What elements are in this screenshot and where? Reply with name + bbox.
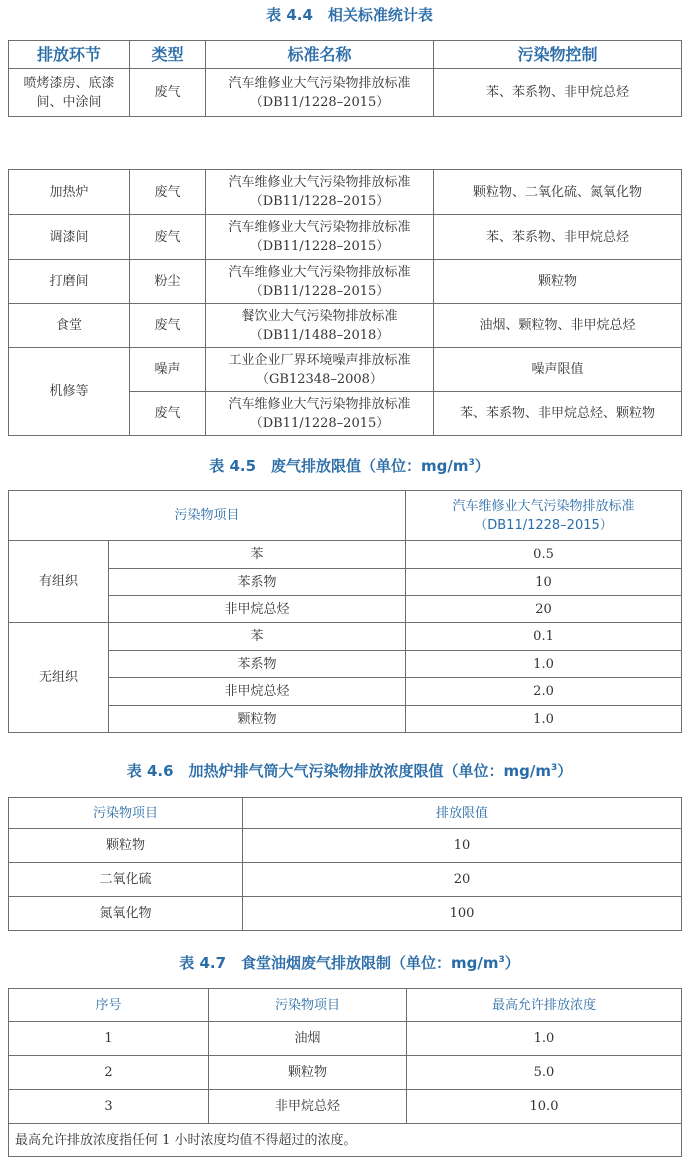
table-row [9, 348, 682, 392]
no-cell: 2 [9, 1056, 209, 1090]
table-header-row [9, 989, 682, 1022]
header-standard-code: （DB11/1228–2015） [474, 517, 613, 533]
standard-code: （DB11/1228–2015） [249, 239, 390, 254]
item-cell: 颗粒物 [209, 1056, 407, 1090]
caption-text: 表 4.6 加热炉排气筒大气污染物排放浓度限值（单位：mg/m [126, 762, 551, 780]
table-note-row [9, 1124, 682, 1157]
table-row [9, 651, 682, 678]
table-header-row [9, 798, 682, 829]
value-cell: 20 [406, 596, 682, 623]
header-standard-name: 汽车维修业大气污染物排放标准 [452, 498, 635, 514]
header-limit: 排放限值 [243, 798, 682, 829]
stage-cell: 打磨间 [9, 260, 130, 304]
standard-code: （DB11/1228–2015） [249, 194, 390, 209]
table-row [9, 1056, 682, 1090]
header-max: 最高允许排放浓度 [407, 989, 682, 1022]
table-4-6-caption [0, 760, 699, 781]
stage-cell: 食堂 [9, 304, 130, 348]
value-cell: 1.0 [407, 1022, 682, 1056]
value-cell: 10 [406, 569, 682, 596]
type-cell: 废气 [130, 69, 206, 117]
table-row [9, 541, 682, 569]
caption-superscript: 3 [551, 763, 558, 773]
control-cell: 苯、苯系物、非甲烷总烃 [434, 215, 682, 260]
stage-cell: 喷烤漆房、底漆间、中涂间 [9, 69, 130, 117]
standard-name: 餐饮业大气污染物排放标准 [241, 308, 398, 324]
table-4-4-continued [8, 169, 682, 436]
standard-name: 工业企业厂界环境噪声排放标准 [228, 352, 411, 368]
type-cell: 废气 [130, 215, 206, 260]
item-cell: 二氧化硫 [9, 863, 243, 897]
table-4-5-caption [0, 455, 699, 476]
header-standard [406, 491, 682, 541]
header-standard: 标准名称 [206, 41, 434, 69]
type-cell: 废气 [130, 170, 206, 215]
value-cell: 5.0 [407, 1056, 682, 1090]
control-cell: 苯、苯系物、非甲烷总烃、颗粒物 [434, 392, 682, 436]
value-cell: 20 [243, 863, 682, 897]
value-cell: 2.0 [406, 678, 682, 706]
table-note: 最高允许排放浓度指任何 1 小时浓度均值不得超过的浓度。 [9, 1124, 682, 1157]
table-4-7 [8, 988, 682, 1157]
value-cell: 10.0 [407, 1090, 682, 1124]
standard-cell [206, 69, 434, 117]
standard-code: （GB12348–2008） [256, 371, 383, 387]
caption-end: ） [504, 954, 520, 972]
table-header-row [9, 41, 682, 69]
table-4-5 [8, 490, 682, 733]
type-cell: 废气 [130, 392, 206, 436]
table-row [9, 1090, 682, 1124]
table-4-4-caption: 表 4.4 相关标准统计表 [266, 6, 433, 24]
value-cell: 1.0 [406, 706, 682, 733]
standard-code: （DB11/1228–2015） [249, 94, 390, 110]
value-cell: 10 [243, 829, 682, 863]
header-type: 类型 [130, 41, 206, 69]
stage-cell: 机修等 [9, 348, 130, 436]
value-cell: 0.5 [406, 541, 682, 569]
caption-end: ） [474, 457, 490, 475]
table-row [9, 863, 682, 897]
control-cell: 颗粒物 [434, 260, 682, 304]
value-cell: 1.0 [406, 651, 682, 678]
table-row [9, 897, 682, 931]
stage-cell: 调漆间 [9, 215, 130, 260]
item-cell: 颗粒物 [109, 706, 406, 733]
group-cell: 无组织 [9, 623, 109, 733]
caption-text: 表 4.5 废气排放限值（单位：mg/m [209, 457, 469, 475]
item-cell: 苯系物 [109, 569, 406, 596]
item-cell: 苯系物 [109, 651, 406, 678]
stage-cell: 加热炉 [9, 170, 130, 215]
table-row [9, 569, 682, 596]
item-cell: 苯 [109, 623, 406, 651]
standard-cell [206, 392, 434, 436]
control-cell: 油烟、颗粒物、非甲烷总烃 [434, 304, 682, 348]
group-cell: 有组织 [9, 541, 109, 623]
item-cell: 颗粒物 [9, 829, 243, 863]
table-row [9, 69, 682, 117]
type-cell: 废气 [130, 304, 206, 348]
table-row [9, 623, 682, 651]
type-cell: 噪声 [130, 348, 206, 392]
standard-name: 汽车维修业大气污染物排放标准 [228, 75, 411, 91]
table-row [9, 1022, 682, 1056]
table-row [9, 260, 682, 304]
caption-text: 表 4.7 食堂油烟废气排放限制（单位：mg/m [179, 954, 499, 972]
table-row [9, 596, 682, 623]
header-item: 污染物项目 [9, 491, 406, 541]
caption-superscript: 3 [468, 458, 475, 468]
table-header-row [9, 491, 682, 541]
no-cell: 3 [9, 1090, 209, 1124]
table-row [9, 706, 682, 733]
standard-cell [206, 260, 434, 304]
value-cell: 100 [243, 897, 682, 931]
header-control: 污染物控制 [434, 41, 682, 69]
caption-superscript: 3 [498, 955, 505, 965]
standard-code: （DB11/1488–2018） [249, 327, 390, 343]
control-cell: 苯、苯系物、非甲烷总烃 [434, 69, 682, 117]
header-item: 污染物项目 [9, 798, 243, 829]
item-cell: 苯 [109, 541, 406, 569]
control-cell: 颗粒物、二氧化硫、氮氧化物 [434, 170, 682, 215]
caption-end: ） [557, 762, 573, 780]
item-cell: 氮氧化物 [9, 897, 243, 931]
control-cell: 噪声限值 [434, 348, 682, 392]
standard-name: 汽车维修业大气污染物排放标准 [228, 175, 411, 190]
item-cell: 非甲烷总烃 [109, 596, 406, 623]
type-cell: 粉尘 [130, 260, 206, 304]
table-row [9, 170, 682, 215]
table-row [9, 304, 682, 348]
item-cell: 非甲烷总烃 [209, 1090, 407, 1124]
standard-name: 汽车维修业大气污染物排放标准 [228, 396, 411, 412]
standard-cell [206, 215, 434, 260]
header-stage: 排放环节 [9, 41, 130, 69]
item-cell: 非甲烷总烃 [109, 678, 406, 706]
standard-code: （DB11/1228–2015） [249, 415, 390, 431]
no-cell: 1 [9, 1022, 209, 1056]
value-cell: 0.1 [406, 623, 682, 651]
standard-code: （DB11/1228–2015） [249, 283, 390, 299]
standard-name: 汽车维修业大气污染物排放标准 [228, 220, 411, 235]
table-row [9, 829, 682, 863]
header-item: 污染物项目 [209, 989, 407, 1022]
table-4-4 [8, 40, 682, 117]
standard-cell [206, 348, 434, 392]
standard-cell [206, 170, 434, 215]
item-cell: 油烟 [209, 1022, 407, 1056]
table-row [9, 678, 682, 706]
table-4-7-caption [0, 952, 699, 973]
standard-cell [206, 304, 434, 348]
header-no: 序号 [9, 989, 209, 1022]
table-row [9, 215, 682, 260]
standard-name: 汽车维修业大气污染物排放标准 [228, 264, 411, 280]
table-4-6 [8, 797, 682, 931]
